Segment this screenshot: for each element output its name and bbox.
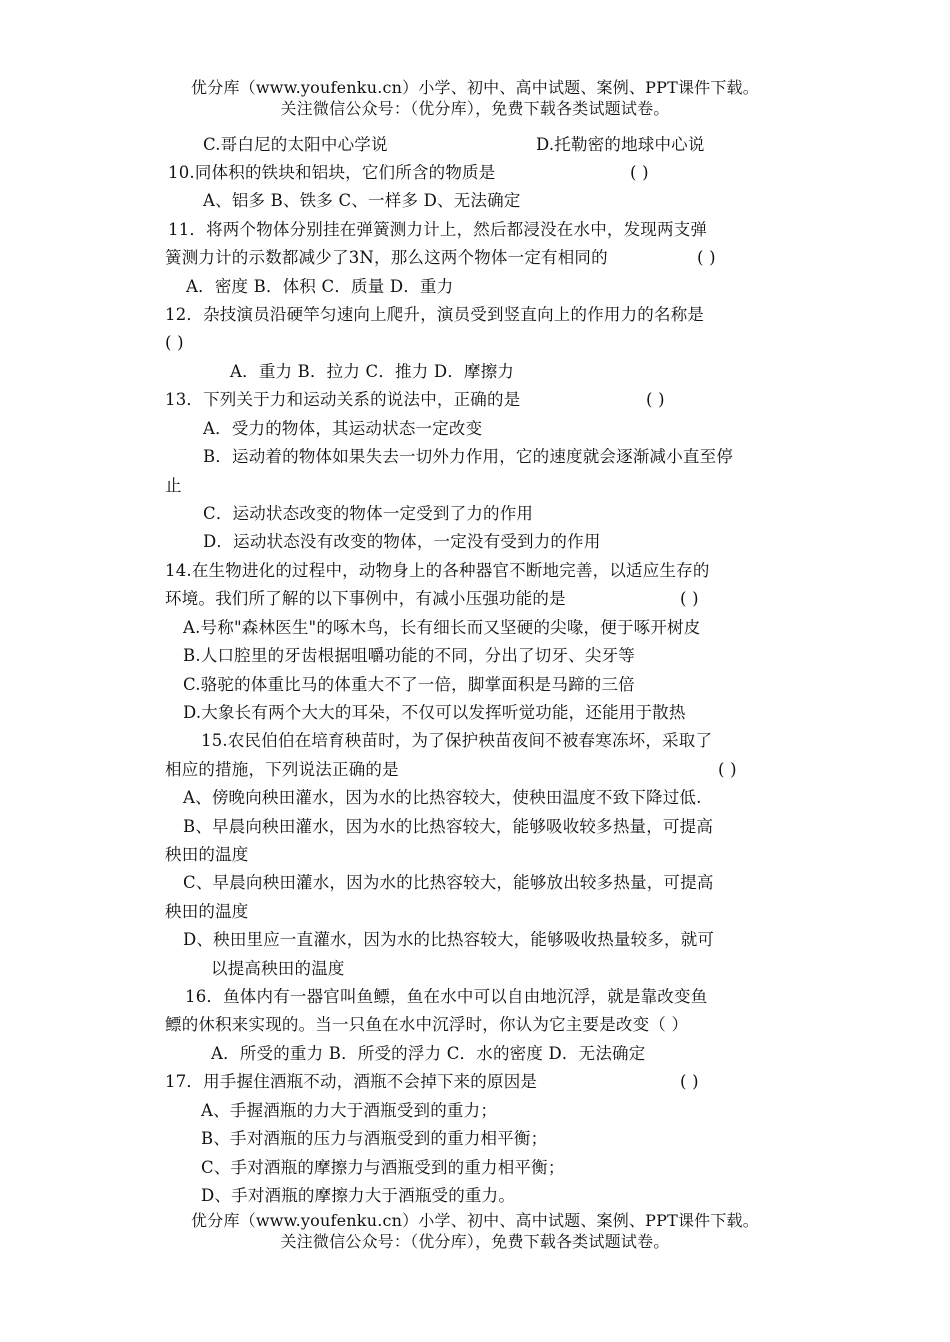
q13-option-a: A．受力的物体，其运动状态一定改变 [203,419,483,438]
q17-option-b: B、手对酒瓶的压力与酒瓶受到的重力相平衡； [201,1129,548,1148]
q15-stem-1: 15.农民伯伯在培育秧苗时，为了保护秧苗夜间不被春寒冻坏，采取了 [201,731,713,750]
footer-line-2: 关注微信公众号：（优分库），免费下载各类试题试卷。 [280,1232,670,1251]
q9-option-c: C.哥白尼的太阳中心学说 [203,135,388,154]
q15-option-b-cont: 秧田的温度 [165,845,249,864]
q17-answer-blank: ( ) [680,1072,699,1091]
q14-answer-blank: ( ) [680,589,699,608]
q12-stem: 12．杂技演员沿硬竿匀速向上爬升，演员受到竖直向上的作用力的名称是 [165,305,705,324]
header-line-1: 优分库（www.youfenku.cn）小学、初中、高中试题、案例、PPT课件下载。 [191,78,759,97]
q15-option-c-cont: 秧田的温度 [165,902,249,921]
q17-option-d: D、手对酒瓶的摩擦力大于酒瓶受的重力。 [201,1186,516,1205]
q9-option-d: D.托勒密的地球中心说 [536,135,705,154]
q12-options: A．重力 B．拉力 C．推力 D．摩擦力 [230,362,515,381]
q14-stem-1: 14.在生物进化的过程中，动物身上的各种器官不断地完善，以适应生存的 [165,561,710,580]
q16-stem-1: 16．鱼体内有一器官叫鱼鳔，鱼在水中可以自由地沉浮，就是靠改变鱼 [185,987,708,1006]
q16-stem-2: 鳔的休积来实现的。当一只鱼在水中沉浮时，你认为它主要是改变（ ） [165,1015,689,1034]
q11-stem-2: 簧测力计的示数都减少了3N，那么这两个物体一定有相同的 [165,248,608,267]
q17-option-a: A、手握酒瓶的力大于酒瓶受到的重力； [201,1101,498,1120]
header-line-2: 关注微信公众号：（优分库），免费下载各类试题试卷。 [280,99,670,118]
q11-stem-1: 11．将两个物体分别挂在弹簧测力计上，然后都浸没在水中，发现两支弹 [168,220,708,239]
q15-answer-blank: ( ) [718,760,737,779]
q17-stem: 17．用手握住酒瓶不动，酒瓶不会掉下来的原因是 [165,1072,538,1091]
q14-option-a: A.号称"森林医生"的啄木鸟，长有细长而又坚硬的尖喙，便于啄开树皮 [183,618,701,637]
q10-options: A、铝多 B、铁多 C、一样多 D、无法确定 [203,191,521,210]
q15-option-b: B、早晨向秧田灌水，因为水的比热容较大，能够吸收较多热量，可提高 [183,817,714,836]
q13-option-b: B．运动着的物体如果失去一切外力作用，它的速度就会逐渐减小直至停 [203,447,734,466]
q10-stem: 10.同体积的铁块和铝块，它们所含的物质是 [168,163,496,182]
q13-answer-blank: ( ) [646,390,665,409]
q15-option-a: A、傍晚向秧田灌水，因为水的比热容较大，使秧田温度不致下降过低. [183,788,702,807]
q13-stem: 13．下列关于力和运动关系的说法中，正确的是 [165,390,521,409]
q13-option-d: D．运动状态没有改变的物体，一定没有受到力的作用 [203,532,601,551]
q15-option-d-cont: 以提高秧田的温度 [211,959,345,978]
footer-line-1: 优分库（www.youfenku.cn）小学、初中、高中试题、案例、PPT课件下载。 [191,1211,759,1230]
q12-answer-blank: ( ) [165,333,184,352]
q14-option-d: D.大象长有两个大大的耳朵，不仅可以发挥听觉功能，还能用于散热 [183,703,686,722]
q11-options: A．密度 B．体积 C．质量 D．重力 [186,277,454,296]
q14-stem-2: 环境。我们所了解的以下事例中，有减小压强功能的是 [165,589,566,608]
q13-option-b-cont: 止 [165,476,182,495]
q10-answer-blank: ( ) [630,163,649,182]
q14-option-c: C.骆驼的体重比马的体重大不了一倍，脚掌面积是马蹄的三倍 [183,675,635,694]
q15-option-c: C、早晨向秧田灌水，因为水的比热容较大，能够放出较多热量，可提高 [183,873,714,892]
q13-option-c: C．运动状态改变的物体一定受到了力的作用 [203,504,534,523]
q15-option-d: D、秧田里应一直灌水，因为水的比热容较大，能够吸收热量较多，就可 [183,930,715,949]
q14-option-b: B.人口腔里的牙齿根据咀嚼功能的不同，分出了切牙、尖牙等 [183,646,635,665]
q11-answer-blank: ( ) [697,248,716,267]
q15-stem-2: 相应的措施，下列说法正确的是 [165,760,399,779]
q16-options: A．所受的重力 B．所受的浮力 C．水的密度 D．无法确定 [211,1044,646,1063]
q17-option-c: C、手对酒瓶的摩擦力与酒瓶受到的重力相平衡； [201,1158,565,1177]
